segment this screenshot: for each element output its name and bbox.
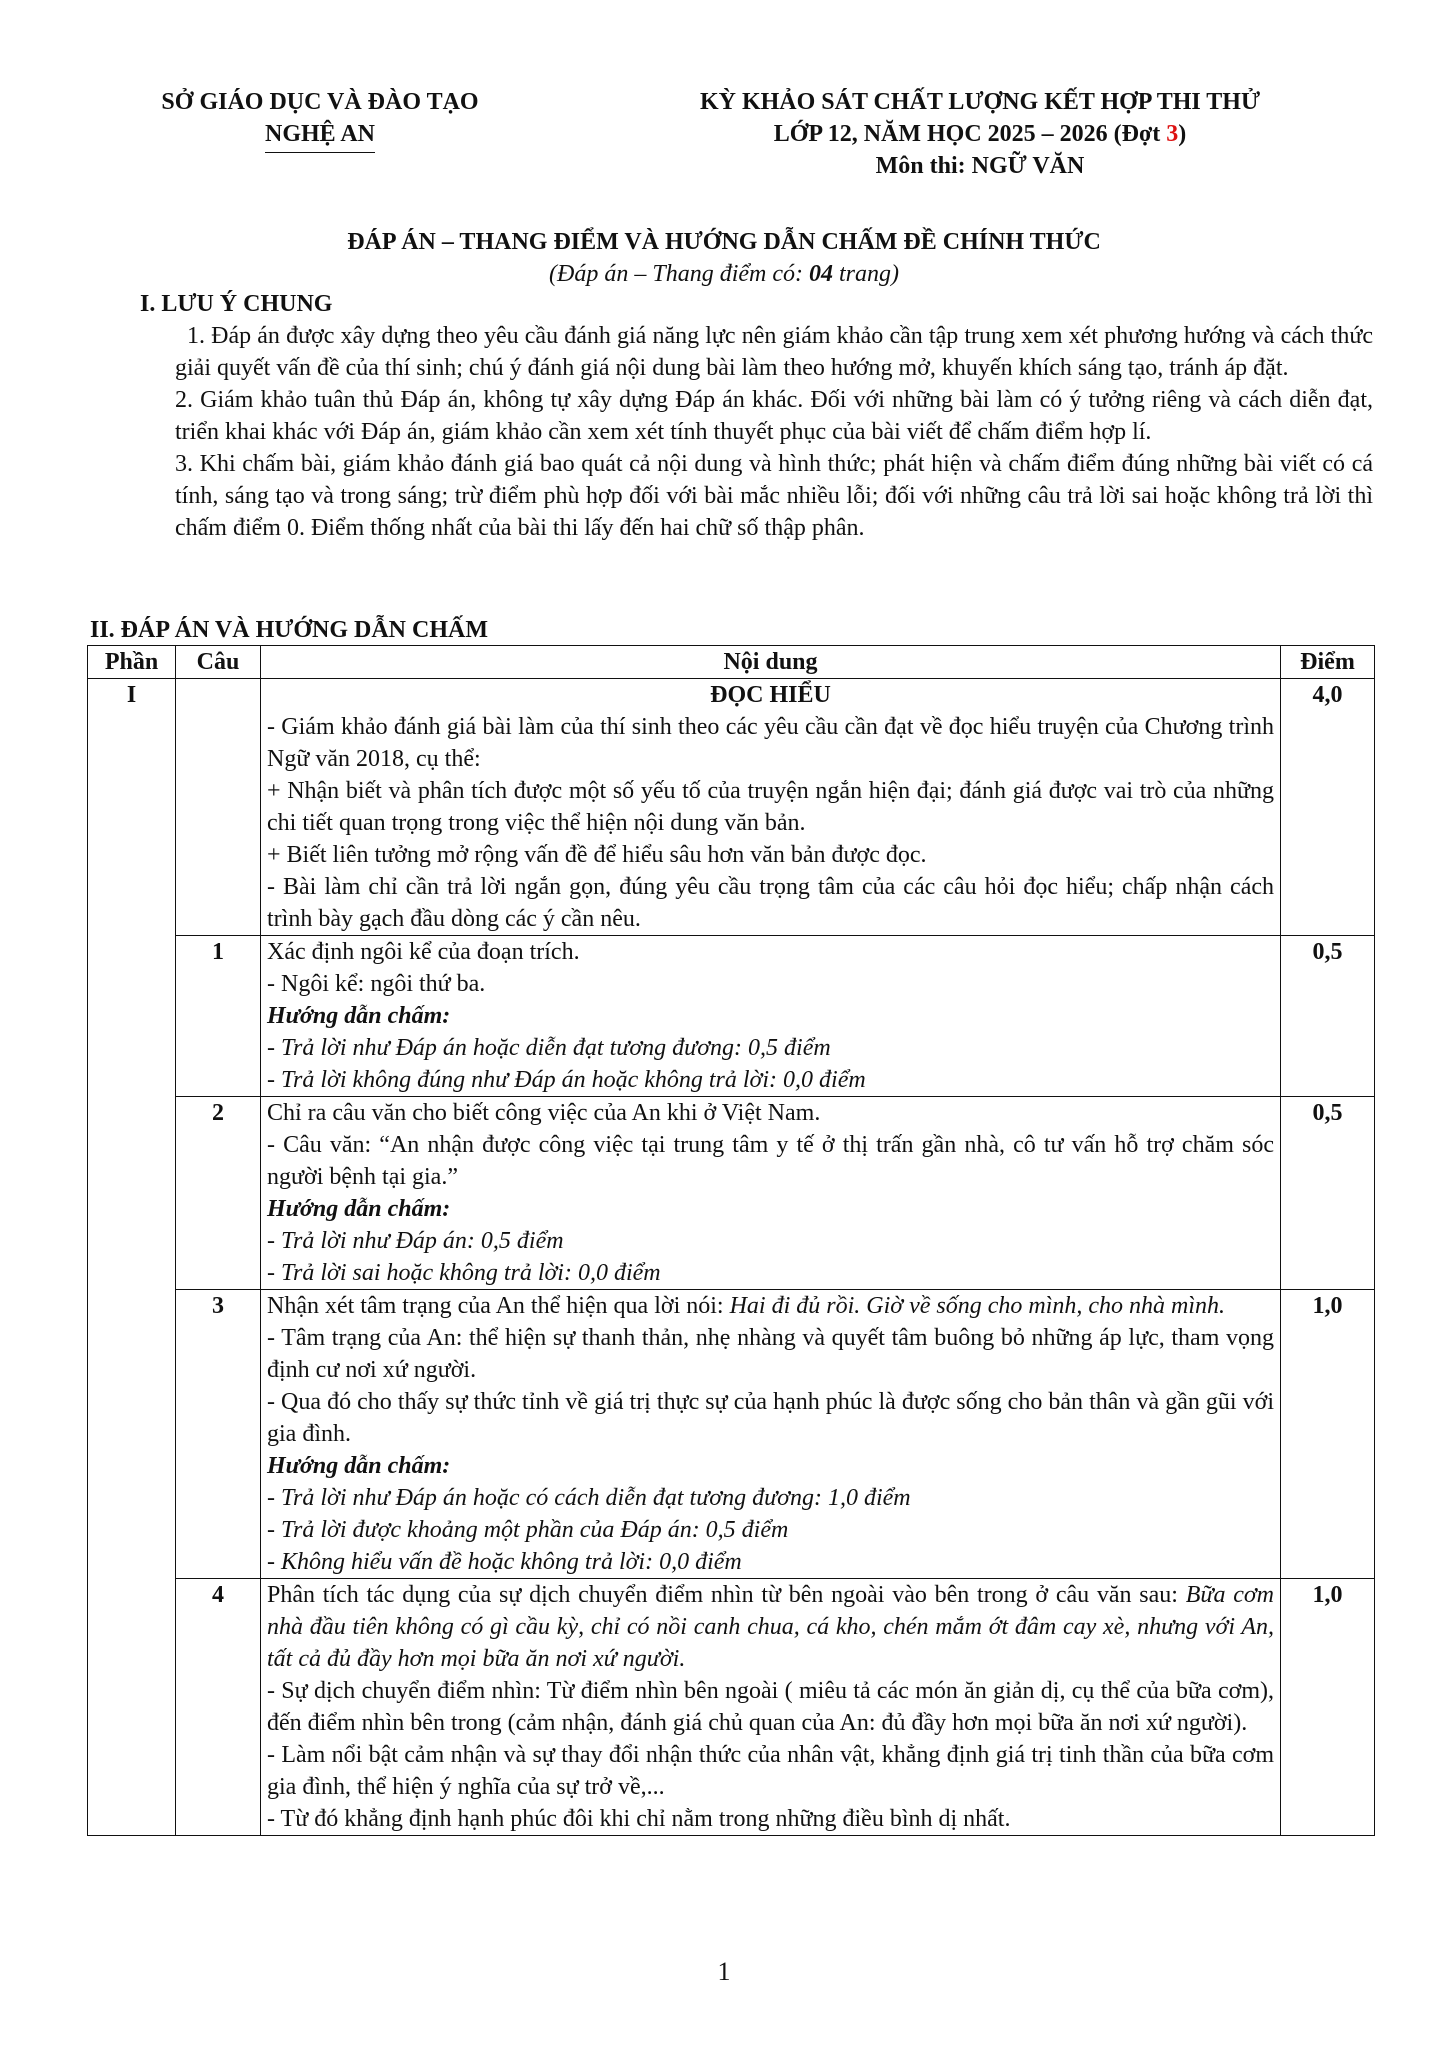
question-prompt: Xác định ngôi kể của đoạn trích. xyxy=(267,939,580,965)
table-row xyxy=(88,1579,1375,1836)
section-heading-answers: II. ĐÁP ÁN VÀ HƯỚNG DẪN CHẤM xyxy=(90,617,488,643)
question-number: 4 xyxy=(176,1579,261,1836)
question-number: 1 xyxy=(176,936,261,1097)
requirement-line: - Giám khảo đánh giá bài làm của thí sinh theo các yêu cầu cần đạt về đọc hiểu truyện của Chương trình Ngữ văn 2018, cụ thể: xyxy=(267,714,1274,772)
points: 4,0 xyxy=(1281,679,1375,936)
part-heading: ĐỌC HIỂU xyxy=(710,682,831,708)
grading-guide-line: - Trả lời như Đáp án hoặc có cách diễn đạt tương đương: 1,0 điểm xyxy=(267,1485,911,1511)
table-row xyxy=(88,679,1375,936)
answer-line: - Ngôi kể: ngôi thứ ba. xyxy=(267,971,486,997)
exam-line-2: LỚP 12, NĂM HỌC 2025 – 2026 (Đợt 3) xyxy=(773,121,1187,147)
question-content xyxy=(261,1097,1281,1290)
answer-line: - Sự dịch chuyển điểm nhìn: Từ điểm nhìn bên ngoài ( miêu tả các món ăn giản dị, cụ thể của bữa cơm), đến điểm nhìn bên trong (cảm nhận, đánh giá chủ quan của An: đủ đầy hơn mọi bữa ăn nơi xứ người). xyxy=(267,1678,1274,1736)
page-number: 1 xyxy=(717,1957,731,1986)
question-content xyxy=(261,936,1281,1097)
grading-guide-label: Hướng dẫn chấm: xyxy=(267,1003,451,1029)
answer-table xyxy=(87,645,1375,1836)
points: 0,5 xyxy=(1281,936,1375,1097)
question-prompt: Nhận xét tâm trạng của An thể hiện qua lời nói: Hai đi đủ rồi. Giờ về sống cho mình, cho nhà mình. xyxy=(267,1293,1226,1319)
grading-guide-line: - Trả lời không đúng như Đáp án hoặc không trả lời: 0,0 điểm xyxy=(267,1067,866,1093)
table-row xyxy=(88,1290,1375,1579)
document-subtitle: (Đáp án – Thang điểm có: 04 trang) xyxy=(549,261,899,287)
question-prompt: Phân tích tác dụng của sự dịch chuyển điểm nhìn từ bên ngoài vào bên trong ở câu văn sau: Bữa cơm nhà đầu tiên không có gì cầu kỳ, chỉ có nồi canh chua, cá kho, chén mắm ớt đâm cay xè, nhưng với An, tất cả đủ đầy hơn mọi bữa ăn nơi xứ người. xyxy=(267,1582,1274,1672)
answer-line: - Qua đó cho thấy sự thức tỉnh về giá trị thực sự của hạnh phúc là được sống cho bản thân và gần gũi với gia đình. xyxy=(267,1389,1274,1447)
grading-guide-label: Hướng dẫn chấm: xyxy=(267,1453,451,1479)
table-row xyxy=(88,936,1375,1097)
org-line-2: NGHỆ AN xyxy=(265,118,375,153)
org-line-1: SỞ GIÁO DỤC VÀ ĐÀO TẠO xyxy=(161,89,479,115)
table-row xyxy=(88,1097,1375,1290)
section-heading-general-notes: I. LƯU Ý CHUNG xyxy=(140,291,333,317)
note-2: 2. Giám khảo tuân thủ Đáp án, không tự xây dựng Đáp án khác. Đối với những bài làm có ý tưởng riêng và cách diễn đạt, triển khai khác với Đáp án, giám khảo cần xem xét tính thuyết phục của bài viết để chấm điểm hợp lí. xyxy=(175,387,1373,445)
question-content xyxy=(261,1579,1281,1836)
header-points: Điểm xyxy=(1281,646,1375,679)
table-header-row xyxy=(88,646,1375,679)
exam-info xyxy=(600,86,1360,182)
grading-guide-line: - Không hiểu vấn đề hoặc không trả lời: 0,0 điểm xyxy=(267,1549,742,1575)
issuing-organization xyxy=(120,86,520,153)
points: 1,0 xyxy=(1281,1290,1375,1579)
header-content: Nội dung xyxy=(261,646,1281,679)
document-title: ĐÁP ÁN – THANG ĐIỂM VÀ HƯỚNG DẪN CHẤM ĐỀ CHÍNH THỨC xyxy=(347,229,1101,255)
grading-guide-line: - Trả lời sai hoặc không trả lời: 0,0 điểm xyxy=(267,1260,661,1286)
requirement-line: + Biết liên tưởng mở rộng vấn đề để hiểu sâu hơn văn bản được đọc. xyxy=(267,842,927,868)
question-number: 2 xyxy=(176,1097,261,1290)
note-3: 3. Khi chấm bài, giám khảo đánh giá bao quát cả nội dung và hình thức; phát hiện và chấm điểm đúng những bài viết có cá tính, sáng tạo và trong sáng; trừ điểm phù hợp đối với bài mắc nhiều lỗi; đối với những câu trả lời sai hoặc không trả lời thì chấm điểm 0. Điểm thống nhất của bài thi lấy đến hai chữ số thập phân. xyxy=(175,451,1373,541)
answer-line: - Câu văn: “An nhận được công việc tại trung tâm y tế ở thị trấn gần nhà, cô tư vấn hỗ trợ chăm sóc người bệnh tại gia.” xyxy=(267,1132,1274,1190)
grading-guide-label: Hướng dẫn chấm: xyxy=(267,1196,451,1222)
exam-line-1: KỲ KHẢO SÁT CHẤT LƯỢNG KẾT HỢP THI THỬ xyxy=(699,89,1261,115)
header-question: Câu xyxy=(176,646,261,679)
answer-line: - Tâm trạng của An: thể hiện sự thanh thản, nhẹ nhàng và quyết tâm buông bỏ những áp lực, tham vọng định cư nơi xứ người. xyxy=(267,1325,1274,1383)
exam-subject: Môn thi: NGỮ VĂN xyxy=(875,153,1085,179)
requirement-line: - Bài làm chỉ cần trả lời ngắn gọn, đúng yêu cầu trọng tâm của các câu hỏi đọc hiểu; chấp nhận cách trình bày gạch đầu dòng các ý cần nêu. xyxy=(267,874,1274,932)
question-prompt: Chỉ ra câu văn cho biết công việc của An khi ở Việt Nam. xyxy=(267,1100,821,1126)
grading-guide-line: - Trả lời được khoảng một phần của Đáp án: 0,5 điểm xyxy=(267,1517,789,1543)
points: 1,0 xyxy=(1281,1579,1375,1836)
general-notes xyxy=(175,320,1373,544)
grading-guide-line: - Trả lời như Đáp án: 0,5 điểm xyxy=(267,1228,564,1254)
answer-line: - Từ đó khẳng định hạnh phúc đôi khi chỉ nằm trong những điều bình dị nhất. xyxy=(267,1806,1011,1832)
question-number: 3 xyxy=(176,1290,261,1579)
question-content xyxy=(261,1290,1281,1579)
round-number: 3 xyxy=(1166,121,1179,147)
note-1: 1. Đáp án được xây dựng theo yêu cầu đánh giá năng lực nên giám khảo cần tập trung xem xét phương hướng và cách thức giải quyết vấn đề của thí sinh; chú ý đánh giá nội dung bài làm theo hướng mở, khuyến khích sáng tạo, tránh áp đặt. xyxy=(175,323,1373,381)
answer-line: - Làm nổi bật cảm nhận và sự thay đổi nhận thức của nhân vật, khẳng định giá trị tinh thần của bữa cơm gia đình, thể hiện ý nghĩa của sự trở về,... xyxy=(267,1742,1274,1800)
requirement-line: + Nhận biết và phân tích được một số yếu tố của truyện ngắn hiện đại; đánh giá được vai trò của những chi tiết quan trọng trong việc thể hiện nội dung văn bản. xyxy=(267,778,1274,836)
question-number xyxy=(176,679,261,936)
part-description xyxy=(261,679,1281,936)
grading-guide-line: - Trả lời như Đáp án hoặc diễn đạt tương đương: 0,5 điểm xyxy=(267,1035,831,1061)
header-part: Phần xyxy=(88,646,176,679)
points: 0,5 xyxy=(1281,1097,1375,1290)
part-number: I xyxy=(88,679,176,1836)
